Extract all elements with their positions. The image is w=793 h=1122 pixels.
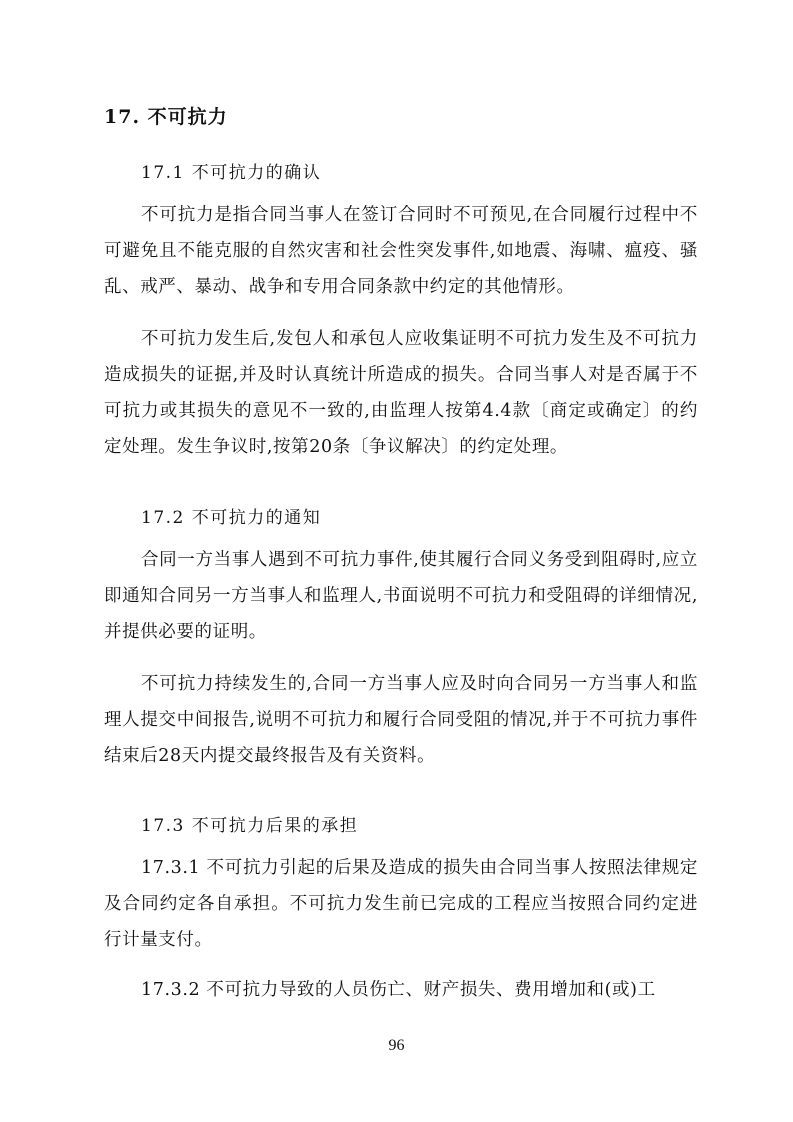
subsection-17-1-title: 17.1 不可抗力的确认 [141,163,322,183]
paragraph-17-1-1: 不可抗力是指合同当事人在签订合同时不可预见,在合同履行过程中不可避免且不能克服的自然灾害和社会性突发事件,如地震、海啸、瘟疫、骚乱、戒严、暴动、战争和专用合同条款中约定的其他情形。 [104,205,698,297]
paragraph-17-2-1: 合同一方当事人遇到不可抗力事件,使其履行合同义务受到阻碍时,应立即通知合同另一方当事人和监理人,书面说明不可抗力和受阻碍的详细情况,并提供必要的证明。 [104,550,698,642]
subsection-17-3-title: 17.3 不可抗力后果的承担 [141,816,359,836]
paragraph-17-1-2: 不可抗力发生后,发包人和承包人应收集证明不可抗力发生及不可抗力造成损失的证据,并及时认真统计所造成的损失。合同当事人对是否属于不可抗力或其损失的意见不一致的,由监理人按第4.4款〔商定或确定〕的约定处理。发生争议时,按第20条〔争议解决〕的约定处理。 [104,329,698,457]
paragraph-17-2-2: 不可抗力持续发生的,合同一方当事人应及时向合同另一方当事人和监理人提交中间报告,说明不可抗力和履行合同受阻的情况,并于不可抗力事件结束后28天内提交最终报告及有关资料。 [104,674,698,766]
section-heading: 17. 不可抗力 [104,106,228,128]
subsection-17-2-title: 17.2 不可抗力的通知 [141,508,322,528]
paragraph-17-3-2: 17.3.2 不可抗力导致的人员伤亡、财产损失、费用增加和(或)工 [141,980,656,1000]
paragraph-17-3-1: 17.3.1 不可抗力引起的后果及造成的损失由合同当事人按照法律规定及合同约定各自承担。不可抗力发生前已完成的工程应当按照合同约定进行计量支付。 [104,858,698,950]
page-number: 96 [388,1037,405,1054]
